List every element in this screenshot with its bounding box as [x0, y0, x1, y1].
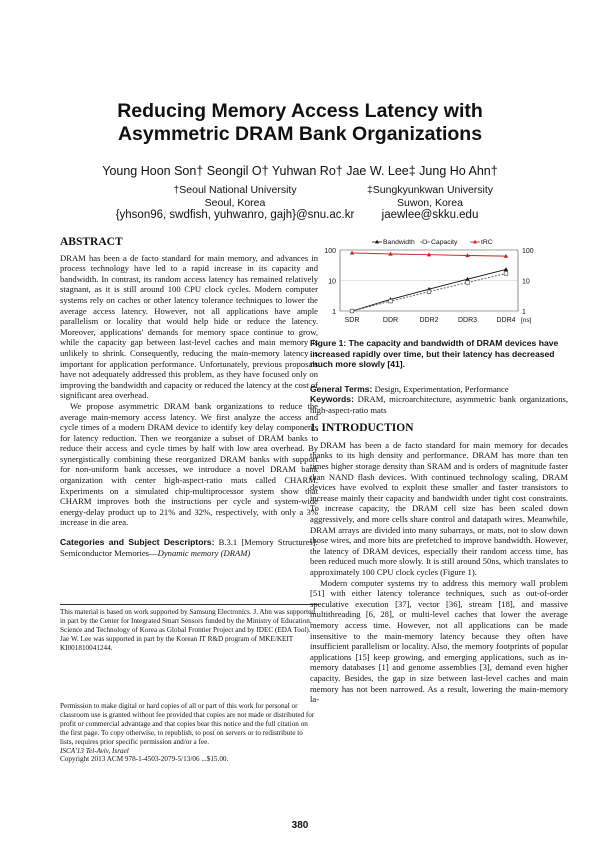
abstract-paragraph-1: DRAM has been a de facto standard for main memory, and advances in process technology have led to a rapid increase in its capacity and bandwidth. In contrast, its random access latency has remained relatively stagnant, as it is still around 100 CPU clock cycles. Modern computer systems rely on caches or other latency tolerance techniques to lower the average access latency. However, not all applications have ample parallelism or locality that would help hide or reduce the latency. Moreover, applications' demands for memory space continue to grow, while the capacity gap between last-level caches and main memory is unlikely to shrink. Consequently, reducing the main-memory latency is important for application performance. Unfortunately, previous proposals have not adequately addressed this problem, as they have focused only on improving the bandwidth and capacity or reduced the latency at the cost of significant area overhead.: [60, 252, 318, 401]
general-terms-label: General Terms:: [310, 383, 373, 394]
keywords-text: DRAM, microarchitecture, asymmetric bank organizations, high-aspect-ratio mats: [310, 394, 568, 415]
venue: ISCA'13 Tel-Aviv, Israel: [60, 746, 129, 755]
permission-block: [60, 702, 318, 764]
funding-note: [60, 604, 318, 653]
author-list: Young Hoon Son† Seongil O† Yuhwan Ro† Jae W. Lee‡ Jung Ho Ahn†: [102, 164, 498, 178]
general-terms: [310, 384, 568, 395]
data-point-capacity: [504, 272, 508, 276]
page-number: 380: [291, 820, 309, 831]
paper-title: Reducing Memory Access Latency with Asymmetric DRAM Bank Organizations: [117, 100, 483, 145]
intro-paragraph-1: DRAM has been a de facto standard for main memory for decades thanks to its high density and performance. DRAM has more than ten times higher storage density than SRAM and is orders of magnitude faster than NAND flash devices. With continued technology scaling, DRAM devices have evolved to exploit these smaller and faster transistors to increase mainly their capacity and bandwidth under tight cost constraints. To increase capacity, the DRAM cell size has been scaled down aggressively, and more cells share control and datapath wires. Meanwhile, DRAM arrays are divided into many subarrays, or mats, not to slow down those wires, and more bits are prefetched to improve bandwidth. However, the latency of DRAM devices, especially their random access time, has been reduced much more slowly. It is still around 50ns, which translates to approximately 100 CPU clock cycles (Figure 1).: [310, 439, 568, 577]
affiliation-left-emails: {yhson96, swdfish, yuhwanro, gajh}@snu.ac.kr: [115, 209, 355, 221]
keywords-label: Keywords:: [310, 394, 354, 405]
y-tick-label-left: 1: [332, 309, 336, 316]
y-tick-label-left: 100: [324, 248, 336, 255]
affiliation-right-emails: jaewlee@skku.edu: [381, 209, 479, 221]
abstract-paragraph-2: We propose asymmetric DRAM bank organizations to reduce the average main-memory access latency. We first analyze the access and cycle times of a modern DRAM device to identify key delay components for latency reduction. Then we reorganize a subset of DRAM banks to reduce their access and cycle times by half with low area overhead. By synergistically combining these reorganized DRAM banks with support for non-uniform bank accesses, we introduce a novel DRAM bank organization with center high-aspect-ratio mats called CHARM. Experiments on a simulated chip-multiprocessor system show that CHARM improves both the instructions per cycle and system-wide energy-delay product up to 21% and 32%, respectively, with only a 3% increase in die area.: [60, 400, 318, 528]
affiliation-left-name: †Seoul National University: [173, 184, 297, 196]
y-tick-label-right: 1: [522, 309, 526, 316]
categories-italic: Dynamic memory (DRAM): [157, 547, 251, 558]
left-column: [60, 237, 318, 558]
categories-label: Categories and Subject Descriptors:: [60, 537, 215, 548]
x-tick-label: DDR4: [496, 317, 516, 324]
introduction-heading: 1. INTRODUCTION: [310, 422, 414, 435]
affiliation-right-location: Suwon, Korea: [397, 196, 463, 209]
data-point-capacity: [350, 309, 354, 313]
affiliation-right: [355, 184, 505, 222]
footnote-rule: [60, 604, 318, 605]
legend-label: tRC: [481, 239, 493, 246]
x-tick-label: DDR3: [457, 317, 478, 324]
categories-text: B.3.1 [Memory Structures]: Semiconductor Memories—: [60, 537, 318, 558]
x-unit-label: [ns]: [521, 317, 532, 324]
data-point-capacity: [466, 281, 470, 285]
permission-text: Permission to make digital or hard copies of all or part of this work for personal or classroom use is granted without fee provided that copies are not made or distributed for profit or commercial advantage and that copies bear this notice and the full citation on the first page. To copy otherwise, to republish, to post on servers or to redistribute to lists, requires prior specific permission and/or a fee.: [60, 702, 315, 746]
copyright: Copyright 2013 ACM 978-1-4503-2079-5/13/06 ...$15.00.: [60, 755, 229, 764]
legend-label: Capacity: [431, 239, 458, 246]
y-tick-label-left: 10: [328, 278, 336, 286]
data-point-capacity: [389, 299, 393, 303]
abstract-heading: ABSTRACT: [60, 236, 123, 248]
figure-1-chart: [310, 236, 560, 336]
funding-note-text: This material is based on work supported by Samsung Electronics. J. Ahn was supported in part by the Center for Integrated Smart Sensors funded by the Ministry of Education, Science and Technology of Korea as Global Frontier Project and by IDEC (EDA Tool). Jae W. Lee was supported in part by the Korean IT R&D program of MKE/KEIT KI001810041244.: [60, 608, 315, 652]
legend-marker: [423, 240, 426, 243]
affiliation-left: [110, 184, 360, 222]
y-tick-label-right: 100: [522, 248, 534, 255]
x-tick-label: SDR: [344, 317, 360, 324]
affiliation-right-name: ‡Sungkyunkwan University: [366, 184, 494, 196]
intro-paragraph-2: Modern computer systems try to address this memory wall problem [51] with either latency tolerance techniques, such as out-of-order speculative execution [37], vector [36], stream [18], and massive multithreading [6, 28], or multi-level caches that lower the average memory access time. However, not all applications can be made insensitive to the main-memory latency because they often have insufficient parallelism or locality. Also, the memory footprints of popular applications [15] keep growing, and emerging applications, such as in-memory databases [1] and genome assemblies [3], demand even higher capacity. Besides, the gap in size between last-level caches and main memory has not been narrowed. As a result, lowering the main-memory la-: [310, 577, 568, 705]
affiliation-left-location: Seoul, Korea: [204, 196, 266, 209]
legend-label: Bandwidth: [383, 239, 415, 246]
categories-descriptors: [60, 537, 318, 558]
data-point-capacity: [427, 290, 431, 294]
keywords: [310, 394, 568, 415]
y-tick-label-right: 10: [522, 278, 530, 286]
general-terms-text: Design, Experimentation, Performance: [372, 383, 509, 394]
x-tick-label: DDR2: [419, 317, 439, 324]
right-column: [310, 236, 568, 705]
figure-1-caption: Figure 1: The capacity and bandwidth of DRAM devices have increased rapidly over time, but their latency has decreased much more slowly [41].: [310, 338, 559, 369]
data-point-bandwidth: [504, 267, 508, 271]
x-tick-label: DDR: [382, 317, 399, 324]
